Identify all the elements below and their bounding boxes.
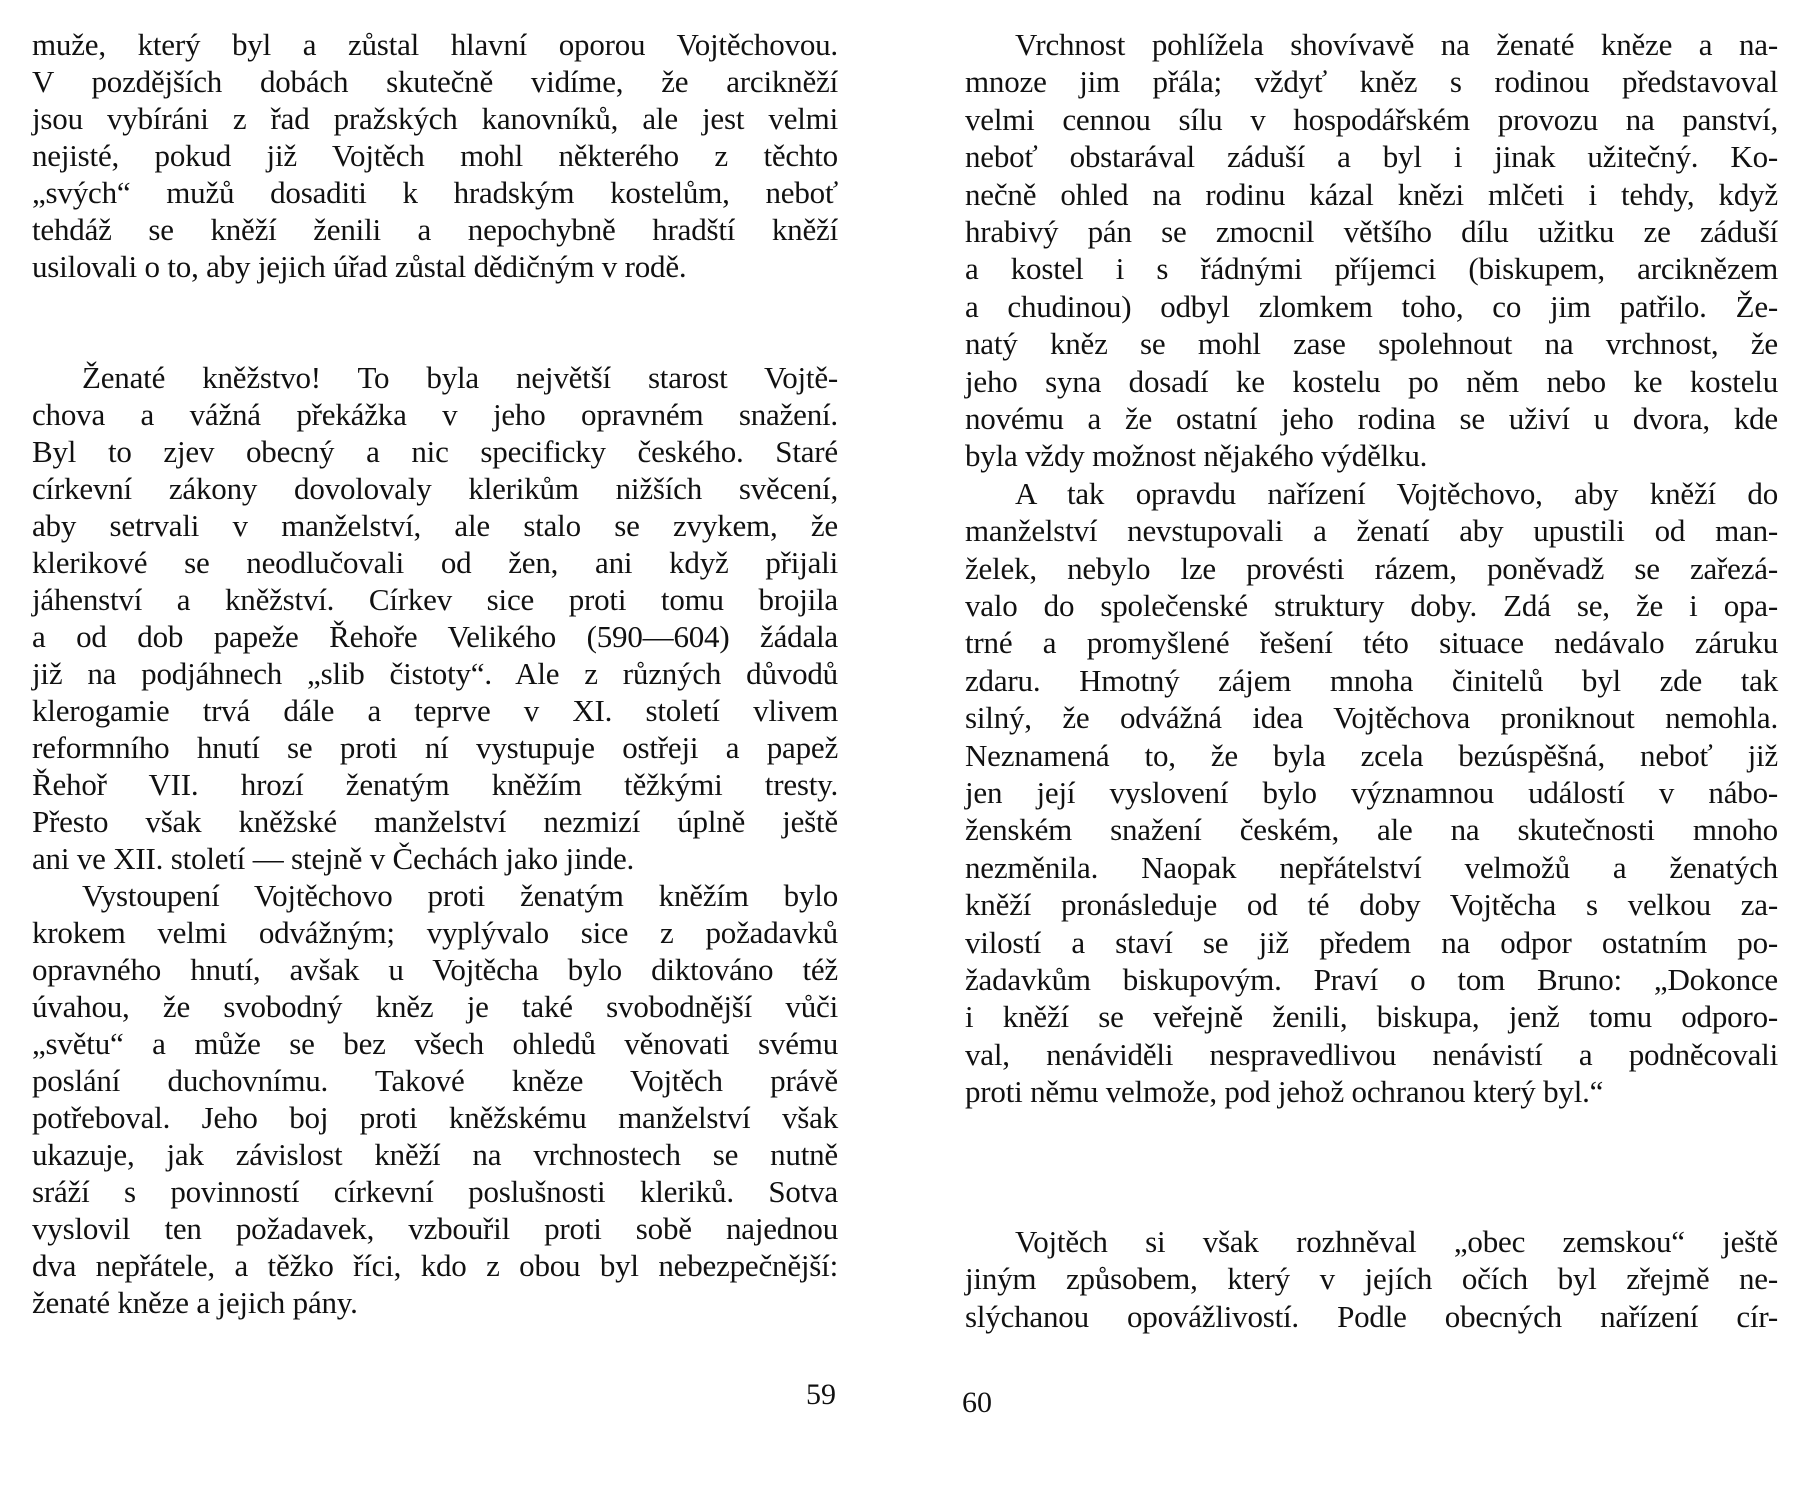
text-line: dva nepřátele, a těžko říci, kdo z obou byl nebezpečnější: xyxy=(32,1248,838,1283)
page-number-left: 59 xyxy=(806,1378,836,1411)
text-line: úvahou, že svobodný kněz je také svobodnější vůči xyxy=(32,989,838,1024)
text-line: a kostel i s řádnými příjemci (biskupem, arciknězem xyxy=(965,251,1778,287)
text-line: i kněží se veřejně ženili, biskupa, jenž tomu odporo- xyxy=(965,999,1778,1035)
right-page xyxy=(904,0,1808,1500)
text-line: A tak opravdu nařízení Vojtěchovo, aby kněží do xyxy=(1015,475,1778,511)
text-line: trné a promyšlené řešení této situace nedávalo záruku xyxy=(965,625,1778,661)
text-line: Vystoupení Vojtěchovo proti ženatým kněžím bylo xyxy=(82,878,838,913)
text-line: Byl to zjev obecný a nic specificky českého. Staré xyxy=(32,434,838,469)
text-line: novému a že ostatní jeho rodina se uživí u dvora, kde xyxy=(965,401,1778,436)
text-line: a od dob papeže Řehoře Velikého (590—604) žádala xyxy=(32,619,838,654)
text-line: jeho syna dosadí ke kostelu po něm nebo ke kostelu xyxy=(965,363,1778,399)
text-line: mnoze jim přála; vždyť kněz s rodinou představoval xyxy=(965,64,1778,100)
text-line: ženaté kněze a jejich pány. xyxy=(32,1285,358,1320)
text-line: chova a vážná překážka v jeho opravném snažení. xyxy=(32,397,838,432)
text-line: Neznamená to, že byla zcela bezúspěšná, neboť již xyxy=(965,737,1778,773)
text-line: zdaru. Hmotný zájem mnoha činitelů byl zde tak xyxy=(965,662,1778,698)
text-line: Vojtěch si však rozhněval „obec zemskou“ ještě xyxy=(1015,1223,1778,1259)
text-line: usilovali o to, aby jejich úřad zůstal dědičným v rodě. xyxy=(32,249,687,284)
text-line: vyslovil ten požadavek, vzbouřil proti sobě najednou xyxy=(32,1211,838,1246)
text-line: církevní zákony dovolovaly klerikům nižších svěcení, xyxy=(32,471,838,506)
text-line: neboť obstarával záduší a byl i jinak užitečný. Ko- xyxy=(965,139,1778,175)
text-line: „svých“ mužů dosaditi k hradským kostelům, neboť xyxy=(32,175,838,210)
text-line: V pozdějších dobách skutečně vidíme, že arcikněží xyxy=(32,64,838,99)
text-line: proti němu velmože, pod jehož ochranou který byl.“ xyxy=(965,1074,1604,1110)
text-line: slýchanou opovážlivostí. Podle obecných nařízení cír- xyxy=(965,1298,1778,1334)
text-line: žadavkům biskupovým. Praví o tom Bruno: „Dokonce xyxy=(965,962,1778,997)
text-line: ukazuje, jak závislost kněží na vrchnostech se nutně xyxy=(32,1137,838,1172)
text-line: natý kněz se mohl zase spolehnout na vrchnost, že xyxy=(965,326,1778,362)
text-line: jsou vybíráni z řad pražských kanovníků, ale jest velmi xyxy=(32,101,838,136)
text-line: krokem velmi odvážným; vyplývalo sice z požadavků xyxy=(32,915,838,950)
text-line: jáhenství a kněžství. Církev sice proti tomu brojila xyxy=(32,582,838,617)
text-line: reformního hnutí se proti ní vystupuje ostřeji a papež xyxy=(32,730,838,765)
text-line: Ženaté kněžstvo! To byla největší starost Vojtě- xyxy=(82,360,838,395)
text-line: silný, že odvážná idea Vojtěchova proniknout nemohla. xyxy=(965,700,1778,736)
text-line: potřeboval. Jeho boj proti kněžskému manželství však xyxy=(32,1100,838,1135)
text-line: hrabivý pán se zmocnil většího dílu užitku ze záduší xyxy=(965,214,1778,249)
text-line: sráží s povinností církevní poslušnosti kleriků. Sotva xyxy=(32,1174,838,1209)
text-line: želek, nebylo lze provésti rázem, poněvadž se zařezá- xyxy=(965,550,1778,586)
text-line: „světu“ a může se bez všech ohledů věnovati svému xyxy=(32,1026,838,1061)
text-line: muže, který byl a zůstal hlavní oporou Vojtěchovou. xyxy=(32,27,838,62)
text-line: ani ve XII. století — stejně v Čechách jako jinde. xyxy=(32,841,635,876)
text-line: Přesto však kněžské manželství nezmizí úplně ještě xyxy=(32,804,838,839)
text-line: klerikové se neodlučovali od žen, ani když přijali xyxy=(32,545,838,580)
text-line: jiným způsobem, který v jejích očích byl zřejmě ne- xyxy=(965,1261,1778,1297)
text-line: velmi cennou sílu v hospodářském provozu na panství, xyxy=(965,101,1778,137)
text-line: ženském snažení českém, ale na skutečnosti mnoho xyxy=(965,812,1778,848)
text-line: Vrchnost pohlížela shovívavě na ženaté kněze a na- xyxy=(1015,27,1778,62)
text-line: byla vždy možnost nějakého výdělku. xyxy=(965,438,1428,474)
text-line: valo do společenské struktury doby. Zdá se, že i opa- xyxy=(965,588,1778,623)
text-line: Řehoř VII. hrozí ženatým kněžím těžkými tresty. xyxy=(32,767,838,802)
text-line: val, nenáviděli nespravedlivou nenávistí a podněcovali xyxy=(965,1036,1778,1072)
text-line: opravného hnutí, avšak u Vojtěcha bylo diktováno též xyxy=(32,952,838,987)
text-line: manželství nevstupovali a ženatí aby upustili od man- xyxy=(965,513,1778,549)
text-line: již na podjáhnech „slib čistoty“. Ale z různých důvodů xyxy=(32,656,838,691)
text-line: jen její vyslovení bylo významnou událostí v nábo- xyxy=(965,775,1778,810)
text-line: poslání duchovnímu. Takové kněze Vojtěch právě xyxy=(32,1063,838,1098)
text-line: nejisté, pokud již Vojtěch mohl některého z těchto xyxy=(32,138,838,173)
text-line: nezměnila. Naopak nepřátelství velmožů a ženatých xyxy=(965,849,1778,885)
text-line: vilostí a staví se již předem na odpor ostatním po- xyxy=(965,924,1778,960)
text-line: aby setrvali v manželství, ale stalo se zvykem, že xyxy=(32,508,838,543)
text-line: nečně ohled na rodinu kázal knězi mlčeti i tehdy, když xyxy=(965,176,1778,212)
text-line: a chudinou) odbyl zlomkem toho, co jim patřilo. Že- xyxy=(965,288,1778,324)
text-line: tehdáž se kněží ženili a nepochybně hradští kněží xyxy=(32,212,838,247)
text-line: klerogamie trvá dále a teprve v XI. století vlivem xyxy=(32,693,838,728)
page-number-right: 60 xyxy=(962,1386,992,1419)
text-line: kněží pronásleduje od té doby Vojtěcha s velkou za- xyxy=(965,887,1778,923)
